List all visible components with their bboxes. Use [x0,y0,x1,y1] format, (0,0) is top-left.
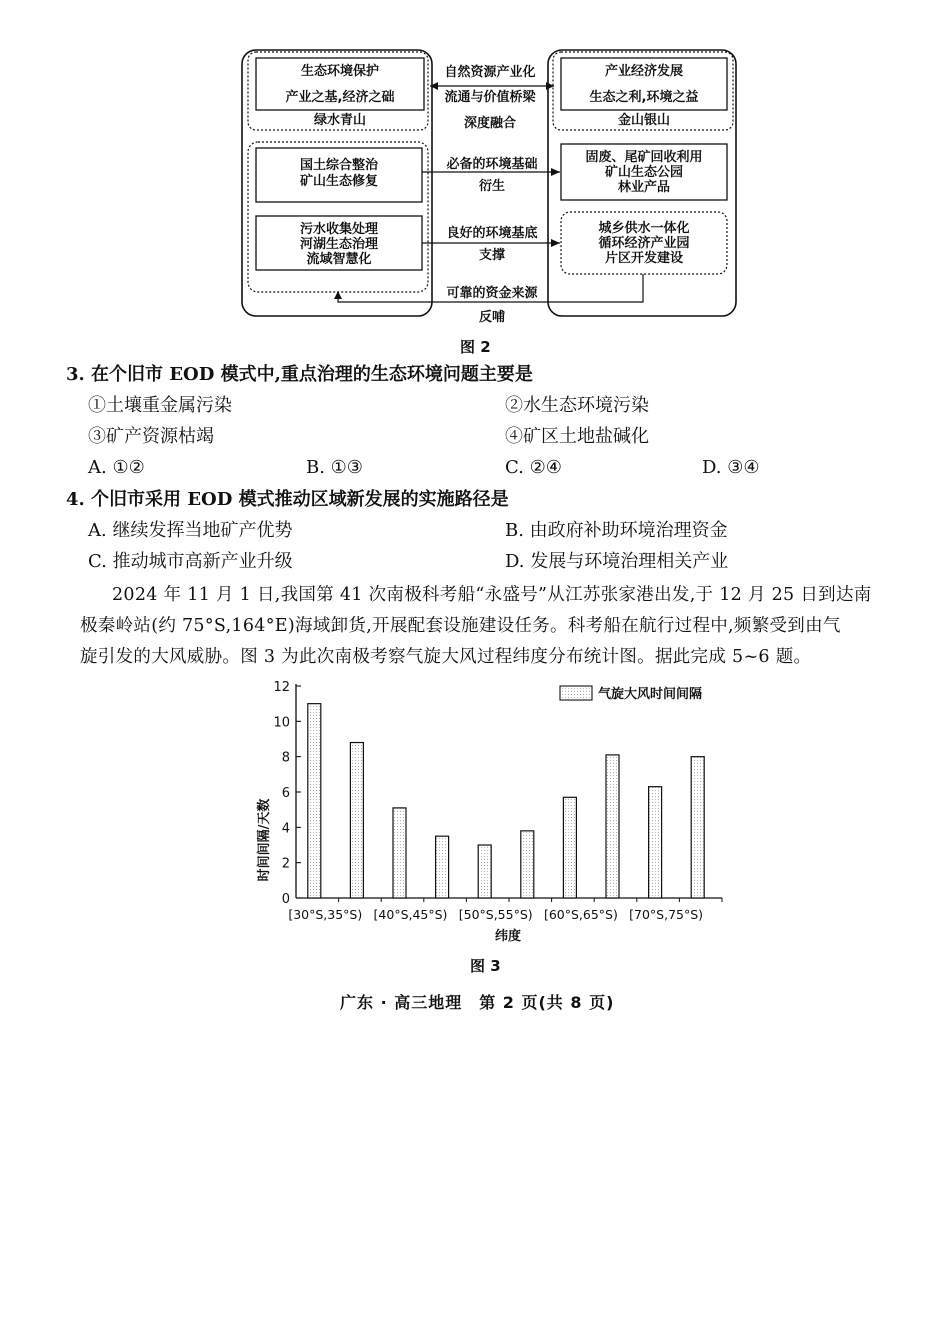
right-top-box-line1: 产业经济发展 [604,64,683,79]
y-tick-label: 4 [281,821,290,837]
q4-option-b[interactable]: B. 由政府补助环境治理资金 [505,520,728,541]
right-low-box-line3: 片区开发建设 [604,251,683,266]
q4-option-c[interactable]: C. 推动城市高新产业升级 [88,551,293,572]
bar-10 [691,757,704,898]
bar-1 [308,704,321,898]
center-low-line1: 良好的环境基底 [446,226,538,241]
x-axis-title: 纬度 [494,929,522,944]
right-low-box-line2: 循环经济产业园 [598,236,690,251]
q3-item-4: ④矿区土地盐碱化 [505,426,649,447]
q3-option-c[interactable]: C. ②④ [505,457,562,478]
center-top-line1: 自然资源产业化 [444,65,536,80]
q3-item-2: ②水生态环境污染 [505,395,649,416]
left-top-label: 绿水青山 [313,113,366,128]
q3-stem: 3. 在个旧市 EOD 模式中,重点治理的生态环境问题主要是 [66,364,533,385]
center-top-line2: 流通与价值桥梁 [444,90,536,105]
right-mid-box-line1: 固废、尾矿回收利用 [585,150,703,165]
x-tick-label: [60°S,65°S) [543,907,618,922]
legend-swatch [560,686,592,700]
right-low-box-line1: 城乡供水一体化 [598,221,690,236]
y-tick-label: 12 [273,680,290,695]
x-tick-label: [70°S,75°S) [629,907,704,922]
center-mid-line2: 衍生 [478,179,505,194]
bar-2 [350,743,363,898]
q3-option-d[interactable]: D. ③④ [702,457,760,478]
q3-item-3: ③矿产资源枯竭 [88,426,214,447]
passage-line-1: 2024 年 11 月 1 日,我国第 41 次南极科考船“永盛号”从江苏张家港出发,于 12 月 25 日到达南 [112,585,872,605]
left-top-box-line2: 产业之基,经济之础 [285,90,395,105]
right-mid-box-line3: 林业产品 [617,180,670,195]
figure-2-caption: 图 2 [460,338,491,356]
q3-option-b[interactable]: B. ①③ [306,457,363,478]
right-mid-box-line2: 矿山生态公园 [604,165,683,180]
bar-5 [478,845,491,898]
left-low-box-line3: 流域智慧化 [306,252,372,267]
bar-4 [436,836,449,898]
y-tick-label: 2 [281,856,290,872]
bottom-line2: 反哺 [478,310,505,325]
x-tick-label: [40°S,45°S) [373,907,448,922]
bar-8 [606,755,619,898]
q3-option-a[interactable]: A. ①② [88,457,145,478]
latitude-chart [240,672,740,957]
q4-option-d[interactable]: D. 发展与环境治理相关产业 [505,551,729,572]
page-footer: 广东 · 高三地理 第 2 页(共 8 页) [340,993,615,1012]
bar-6 [521,831,534,898]
bottom-line1: 可靠的资金来源 [446,286,538,301]
q3-item-1: ①土壤重金属污染 [88,395,232,416]
bar-7 [563,797,576,898]
y-axis-title: 时间间隔/天数 [257,798,272,882]
y-tick-label: 10 [273,715,290,731]
center-top-line3: 深度融合 [463,116,516,131]
center-mid-line1: 必备的环境基础 [446,157,538,172]
left-low-box-line2: 河湖生态治理 [299,237,378,252]
left-mid-box-line2: 矿山生态修复 [299,174,378,189]
right-top-label: 金山银山 [617,113,670,128]
center-low-line2: 支撑 [478,248,505,263]
passage-line-3: 旋引发的大风威胁。图 3 为此次南极考察气旋大风过程纬度分布统计图。据此完成 5~6 题。 [80,647,812,667]
figure-3-caption: 图 3 [470,957,501,975]
left-top-box-line1: 生态环境保护 [300,64,379,79]
y-tick-label: 8 [281,750,290,766]
legend-label: 气旋大风时间间隔 [598,687,703,702]
right-top-box-line2: 生态之利,环境之益 [589,90,699,105]
left-mid-box-line1: 国土综合整治 [299,158,378,173]
q4-stem: 4. 个旧市采用 EOD 模式推动区域新发展的实施路径是 [66,489,509,510]
q4-option-a[interactable]: A. 继续发挥当地矿产优势 [88,520,293,541]
bar-9 [649,787,662,898]
x-tick-label: [30°S,35°S) [288,907,363,922]
x-tick-label: [50°S,55°S) [458,907,533,922]
bar-3 [393,808,406,898]
left-low-box-line1: 污水收集处理 [299,222,378,237]
y-tick-label: 0 [281,892,290,907]
chart-bars [308,704,704,898]
y-tick-label: 6 [281,786,290,801]
passage-line-2: 极秦岭站(约 75°S,164°E)海域卸货,开展配套设施建设任务。科考船在航行过程中,频繁受到由气 [80,616,841,636]
